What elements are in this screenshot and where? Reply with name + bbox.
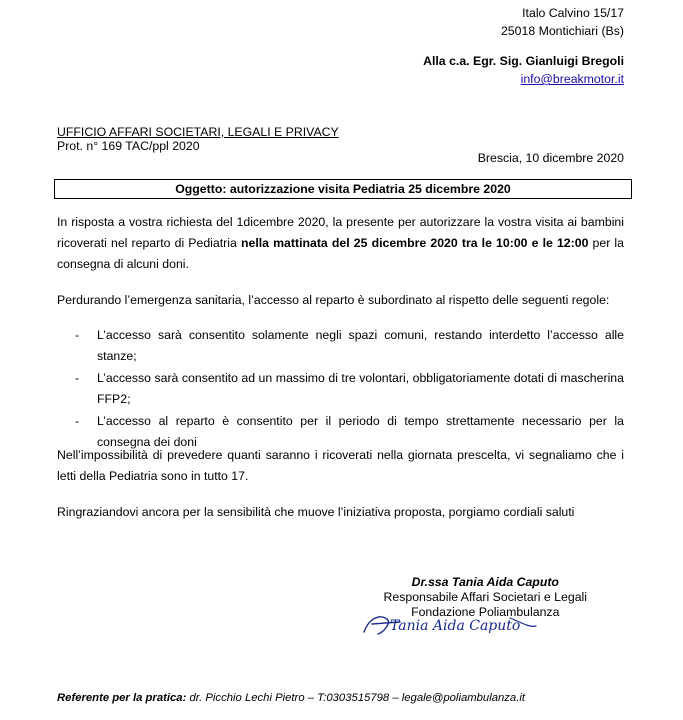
rules-list [57,325,624,453]
paragraph-request-text: In risposta a vostra richiesta del 1dicembre 2020, la presente per autorizzare la vostra visita ai bambini ricoverati nel reparto di Pediatria [57,215,624,250]
recipient-email-link[interactable]: info@breakmotor.it [520,72,624,86]
signatory-organization: Fondazione Poliambulanza [411,605,560,619]
rule-text: L’accesso al reparto è consentito per il periodo di tempo strettamente necessario per la consegna dei doni [97,414,624,449]
department-heading: UFFICIO AFFARI SOCIETARI, LEGALI E PRIVACY [57,125,339,139]
signatory-name: Dr.ssa Tania Aida Caputo [411,575,559,589]
paragraph-closing: Ringraziandovi ancora per la sensibilità che muove l’iniziativa proposta, porgiamo cordiali saluti [57,505,575,519]
footer-details: dr. Picchio Lechi Pietro – T:0303515798 – legale@poliambulanza.it [186,692,526,704]
place-date: Brescia, 10 dicembre 2020 [477,151,624,165]
paragraph-beds: Nell’impossibilità di prevedere quanti saranno i ricoverati nella giornata prescelta, vi segnaliamo che i letti della Pediatria sono in tutto 17. [57,448,624,483]
signature-scrawl: Tania Aida Caputo [390,618,521,634]
paragraph-request [57,212,624,275]
recipient-attention: Alla c.a. Egr. Sig. Gianluigi Bregoli [423,54,624,68]
sender-city: 25018 Montichiari (Bs) [500,24,624,38]
subject-box: Oggetto: autorizzazione visita Pediatria 25 dicembre 2020 [54,179,632,199]
sender-street: Italo Calvino 15/17 [522,6,624,20]
paragraph-rules-intro: Perdurando l’emergenza sanitaria, l’accesso al reparto è subordinato al rispetto delle seguenti regole: [57,293,610,307]
visit-time-window: nella mattinata del 25 dicembre 2020 tra le 10:00 e le 12:00 [240,236,589,250]
list-item [57,368,624,410]
footer-contact [57,692,525,704]
recipient-block [423,52,624,88]
protocol-number: Prot. n° 169 TAC/ppl 2020 [57,139,200,153]
sender-address [501,4,624,40]
signatory-role: Responsabile Affari Societari e Legali [383,590,587,604]
paragraph-request-end: per la consegna di alcuni doni. [57,236,625,271]
handwritten-signature [360,610,540,640]
rules-list-container [57,325,624,454]
list-item [57,325,624,367]
rule-text: L’accesso sarà consentito solamente negli spazi comuni, restando interdetto l’accesso alle stanze; [97,328,624,363]
rule-text: L’accesso sarà consentito ad un massimo di tre volontari, obbligatoriamente dotati di mascherina FFP2; [97,371,624,406]
bullet-dash: - [75,371,80,385]
footer-label: Referente per la pratica: [57,692,187,704]
bullet-dash: - [75,414,80,428]
bullet-dash: - [75,328,80,342]
